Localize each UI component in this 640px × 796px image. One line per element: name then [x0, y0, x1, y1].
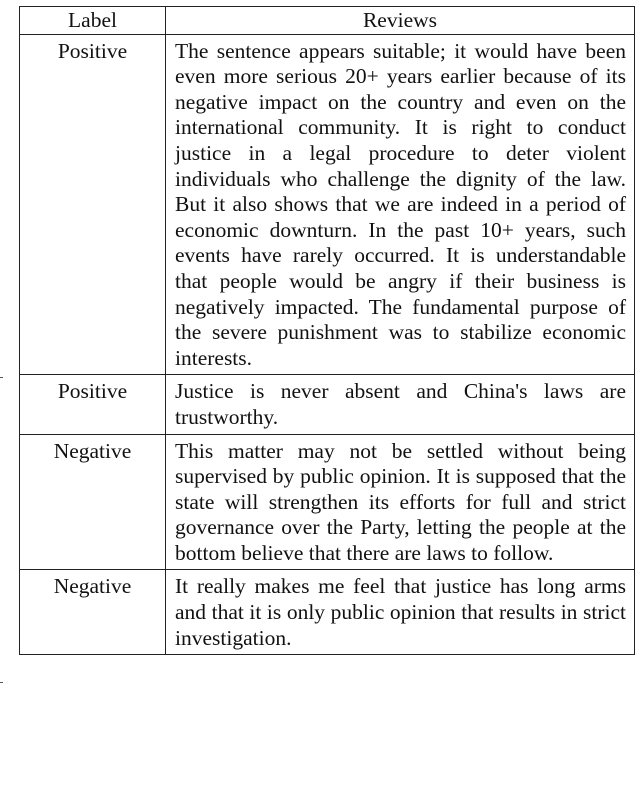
reviews-table — [19, 6, 635, 655]
label-column-header: Label — [20, 7, 166, 35]
margin-mark-upper — [0, 377, 3, 378]
margin-mark-lower — [0, 682, 3, 683]
sentiment-label: Negative — [20, 570, 166, 655]
sentiment-label: Positive — [20, 375, 166, 434]
table-row — [20, 570, 635, 655]
header-row — [20, 7, 635, 35]
sentiment-label: Negative — [20, 434, 166, 570]
review-text: This matter may not be settled without being supervised by public opinion. It is supposed that the state will strengthen its efforts for full and strict governance over the Party, letting the people at the bottom believe that there are laws to follow. — [166, 434, 635, 570]
review-text: Justice is never absent and China's laws are trustworthy. — [166, 375, 635, 434]
table-row — [20, 434, 635, 570]
review-text: It really makes me feel that justice has long arms and that it is only public opinion that results in strict investigation. — [166, 570, 635, 655]
table-row — [20, 375, 635, 434]
reviews-column-header: Reviews — [166, 7, 635, 35]
sentiment-label: Positive — [20, 34, 166, 375]
table-row — [20, 34, 635, 375]
review-text: The sentence appears suitable; it would have been even more serious 20+ years earlier because of its negative impact on the country and even on the international community. It is right to conduct justice in a legal procedure to deter violent individuals who challenge the dignity of the law. But it also shows that we are indeed in a period of economic downturn. In the past 10+ years, such events have rarely occurred. It is understandable that people would be angry if their business is negatively impacted. The fundamental purpose of the severe punishment was to stabilize economic interests. — [166, 34, 635, 375]
